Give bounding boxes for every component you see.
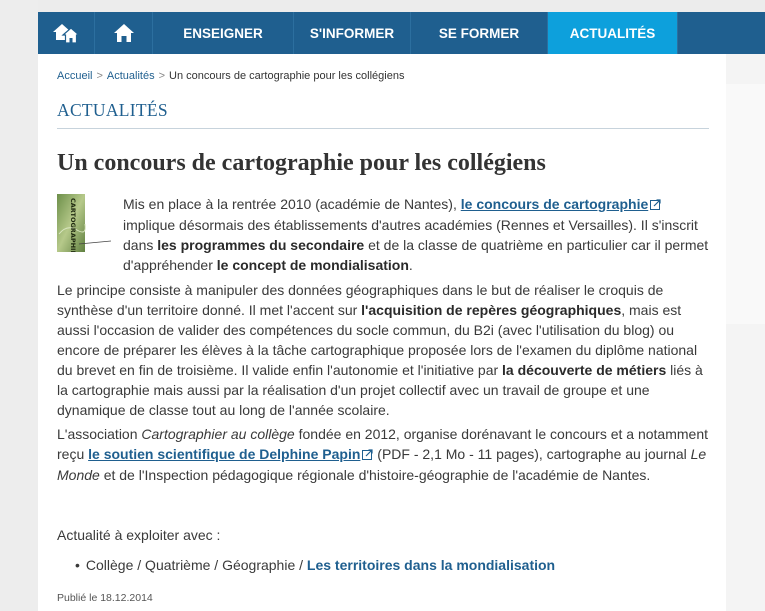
section-divider	[57, 128, 709, 129]
bold-mondialisation: le concept de mondialisation	[216, 257, 409, 273]
territoires-link[interactable]: Les territoires dans la mondialisation	[306, 557, 556, 573]
content-area	[38, 54, 726, 611]
nav-se-former[interactable]: SE FORMER	[411, 12, 548, 54]
nav-home-button[interactable]	[95, 12, 153, 54]
nav-enseigner[interactable]: ENSEIGNER	[153, 12, 294, 54]
principle-paragraph: Le principe consiste à manipuler des données géographiques dans le but de réaliser le croquis de synthèse d'un territoire donné. Il met l'accent sur l'acquisition de repères géographiques, mais est aussi l'occasion de valider des compétences du socle commun, du B2i (avec l'utilisation du blog) ou encore de préparer les élèves à la tâche cartographique proposée lors de l'examen du diplôme national du brevet en fin de troisième. Il valide enfin l'autonomie et l'initiative par la découverte de métiers liés à la cartographie mais aussi par la réalisation d'un projet collectif avec un travail de groupe et une dynamique de classe tout au long de l'année scolaire.	[57, 282, 703, 418]
bold-metiers: la découverte de métiers	[502, 362, 667, 378]
published-date: Publié le 18.12.2014	[57, 592, 153, 604]
external-link-icon	[362, 445, 373, 465]
intro-paragraph: Mis en place à la rentrée 2010 (académie de Nantes), le concours de cartographie implique désormais des établissements d'autres académies (Rennes et Versailles). Il s'inscrit dans les programmes du secondaire et de la classe de quatrième en particulier car il permet d'appréhender le concept de mondialisation.	[123, 196, 709, 273]
thumbnail-logo-text: CARTOGRAPHIER	[69, 198, 77, 252]
bold-programmes: les programmes du secondaire	[157, 237, 365, 253]
nav-actualites[interactable]: ACTUALITÉS	[548, 12, 678, 54]
breadcrumb-separator: >	[158, 70, 166, 82]
breadcrumb-section-link[interactable]: Actualités	[106, 70, 155, 82]
breadcrumb	[57, 70, 404, 82]
exploit-intro: Actualité à exploiter avec :	[57, 527, 221, 543]
association-paragraph: L'association Cartographier au collège fondée en 2012, organise dorénavant le concours et a notamment reçu le soutien scientifique de Delphine Papin (PDF - 2,1 Mo - 11 pages), cartographe au journal Le Monde et de l'Inspection pédagogique régionale d'histoire-géographie de l'académie de Nantes.	[57, 426, 708, 483]
article-title: Un concours de cartographie pour les collégiens	[57, 150, 546, 176]
section-title: ACTUALITÉS	[57, 100, 168, 120]
breadcrumb-home-link[interactable]: Accueil	[57, 70, 93, 82]
nav-home-site-button[interactable]	[38, 12, 95, 54]
nav-sinformer[interactable]: S'INFORMER	[294, 12, 411, 54]
breadcrumb-separator: >	[96, 70, 103, 82]
article-thumbnail[interactable]	[57, 194, 112, 252]
concours-link[interactable]: le concours de cartographie	[460, 196, 649, 212]
double-house-icon	[51, 22, 81, 44]
list-item: • Collège / Quatrième / Géographie / Les territoires dans la mondialisation	[75, 557, 556, 573]
bold-reperes: l'acquisition de repères géographiques	[361, 302, 622, 318]
left-margin	[0, 0, 38, 611]
right-column	[726, 54, 765, 611]
breadcrumb-current: Un concours de cartographie pour les collégiens	[169, 70, 405, 82]
main-nav	[38, 12, 765, 54]
external-link-icon	[650, 195, 661, 215]
house-icon	[113, 23, 135, 43]
soutien-papin-link[interactable]: le soutien scientifique de Delphine Papin	[88, 446, 361, 462]
